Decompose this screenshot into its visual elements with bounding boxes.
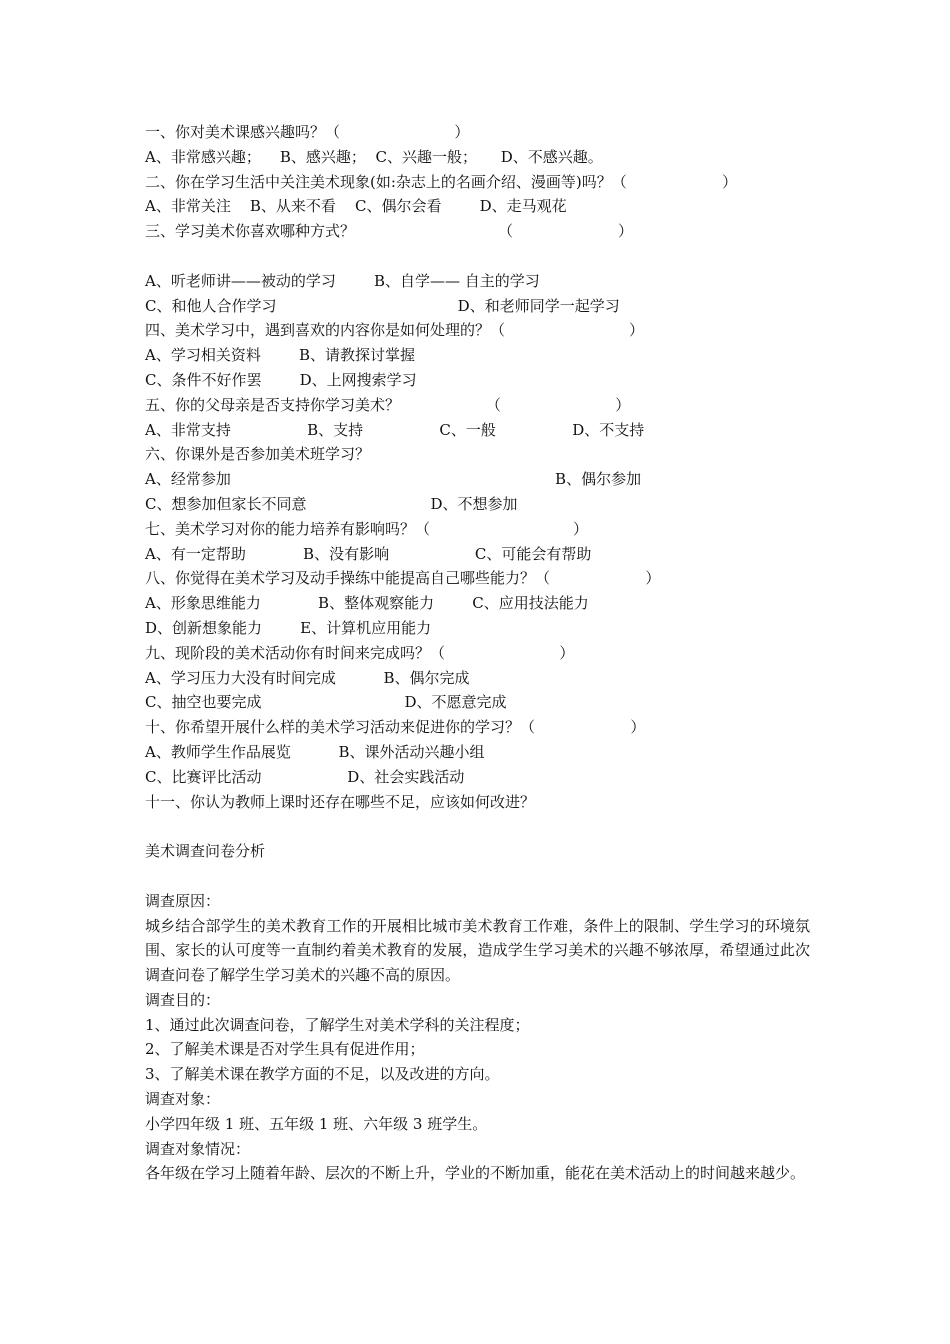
document-page [145, 120, 810, 1186]
question-6-options-2: C、想参加但家长不同意 D、不想参加 [145, 494, 518, 513]
question-8-options-2: D、创新想象能力 E、计算机应用能力 [145, 618, 432, 637]
question-10-options-1: A、教师学生作品展览 B、课外活动兴趣小组 [145, 742, 485, 761]
survey-section [145, 120, 810, 814]
question-9-options-1: A、学习压力大没有时间完成 B、偶尔完成 [145, 668, 470, 687]
situation-heading: 调查对象情况： [145, 1139, 251, 1158]
question-2-options: A、非常关注 B、从来不看 C、偶尔会看 D、走马观花 [145, 197, 567, 216]
question-5: 五、你的父母亲是否支持你学习美术？ （ ） [145, 395, 631, 414]
reason-heading: 调查原因： [145, 891, 221, 910]
question-7-options: A、有一定帮助 B、没有影响 C、可能会有帮助 [145, 544, 592, 563]
subject-text: 小学四年级 1 班、五年级 1 班、六年级 3 班学生。 [145, 1114, 488, 1133]
question-5-options: A、非常支持 B、支持 C、一般 D、不支持 [145, 420, 645, 439]
question-10-options-2: C、比赛评比活动 D、社会实践活动 [145, 767, 465, 786]
subject-heading: 调查对象： [145, 1090, 221, 1109]
question-3: 三、学习美术你喜欢哪种方式？ （ ） [145, 222, 633, 241]
question-6-options-1: A、经常参加 B、偶尔参加 [145, 470, 642, 489]
question-1-options: A、非常感兴趣； B、感兴趣； C、兴趣一般； D、不感兴趣。 [145, 147, 603, 166]
spacer [145, 864, 810, 889]
question-4-options-2: C、条件不好作罢 D、上网搜索学习 [145, 370, 417, 389]
reason-text: 城乡结合部学生的美术教育工作的开展相比城市美术教育工作难，条件上的限制、学生学习的环境氛围、家长的认可度等一直制约着美术教育的发展，造成学生学习美术的兴趣不够浓厚，希望通过此次调查问卷了解学生学习美术的兴趣不高的原因。 [145, 916, 810, 985]
question-2: 二、你在学习生活中关注美术现象(如:杂志上的名画介绍、漫画等)吗？（ ） [145, 172, 738, 191]
spacer [145, 244, 810, 269]
spacer [145, 814, 810, 839]
purpose-item-2: 2、了解美术课是否对学生具有促进作用； [145, 1040, 425, 1059]
question-4-options-1: A、学习相关资料 B、请教探讨掌握 [145, 346, 416, 365]
question-6: 六、你课外是否参加美术班学习？ [145, 445, 371, 464]
question-3-options-1: A、听老师讲——被动的学习 B、自学—— 自主的学习 [145, 271, 540, 290]
purpose-item-1: 1、通过此次调查问卷，了解学生对美术学科的关注程度； [145, 1015, 530, 1034]
question-1: 一、你对美术课感兴趣吗？（ ） [145, 123, 470, 141]
purpose-heading: 调查目的： [145, 990, 221, 1009]
question-11: 十一、你认为教师上课时还存在哪些不足，应该如何改进？ [145, 792, 536, 811]
situation-text: 各年级在学习上随着年龄、层次的不断上升，学业的不断加重，能花在美术活动上的时间越来越少。 [145, 1164, 806, 1183]
analysis-section [145, 839, 810, 1186]
question-8-options-1: A、形象思维能力 B、整体观察能力 C、应用技法能力 [145, 594, 589, 613]
question-4: 四、美术学习中，遇到喜欢的内容你是如何处理的？（ ） [145, 321, 644, 340]
question-7: 七、美术学习对你的能力培养有影响吗？（ ） [145, 519, 589, 538]
question-10: 十、你希望开展什么样的美术学习活动来促进你的学习？（ ） [145, 718, 646, 737]
question-3-options-2: C、和他人合作学习 D、和老师同学一起学习 [145, 296, 620, 315]
question-8: 八、你觉得在美术学习及动手操练中能提高自己哪些能力？（ ） [145, 569, 661, 588]
analysis-title: 美术调查问卷分析 [145, 842, 266, 861]
question-9: 九、现阶段的美术活动你有时间来完成吗？（ ） [145, 643, 575, 662]
purpose-item-3: 3、了解美术课在教学方面的不足，以及改进的方向。 [145, 1065, 500, 1084]
question-9-options-2: C、抽空也要完成 D、不愿意完成 [145, 693, 507, 712]
